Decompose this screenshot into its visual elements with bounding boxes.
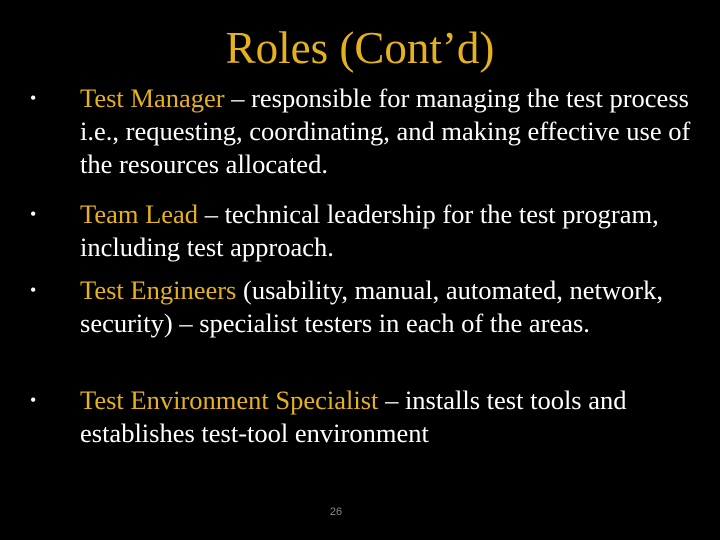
- bullet-marker: •: [30, 280, 37, 300]
- role-description: (usability, manual, automated, network, security) – specialist testers in each of the areas.: [80, 275, 663, 338]
- bullet-marker: •: [30, 88, 37, 108]
- role-term: Test Engineers: [80, 275, 237, 305]
- role-term: Test Environment Specialist: [80, 385, 379, 415]
- bullet-marker: •: [30, 390, 37, 410]
- bullet-marker: •: [30, 204, 37, 224]
- bullet-text: [80, 198, 705, 264]
- bullet-text: [80, 384, 705, 450]
- role-term: Test Manager: [80, 83, 225, 113]
- role-description: – responsible for managing the test process i.e., requesting, coordinating, and making effective use of the resources allocated.: [80, 83, 691, 179]
- role-term: Team Lead: [80, 199, 199, 229]
- slide-title: Roles (Cont’d): [225, 23, 495, 73]
- role-description: – installs test tools and establishes test-tool environment: [80, 385, 627, 448]
- bullet-text: [80, 274, 705, 340]
- role-description: – technical leadership for the test program, including test approach.: [80, 199, 659, 262]
- bullet-text: [80, 82, 705, 181]
- page-number: 26: [329, 506, 343, 518]
